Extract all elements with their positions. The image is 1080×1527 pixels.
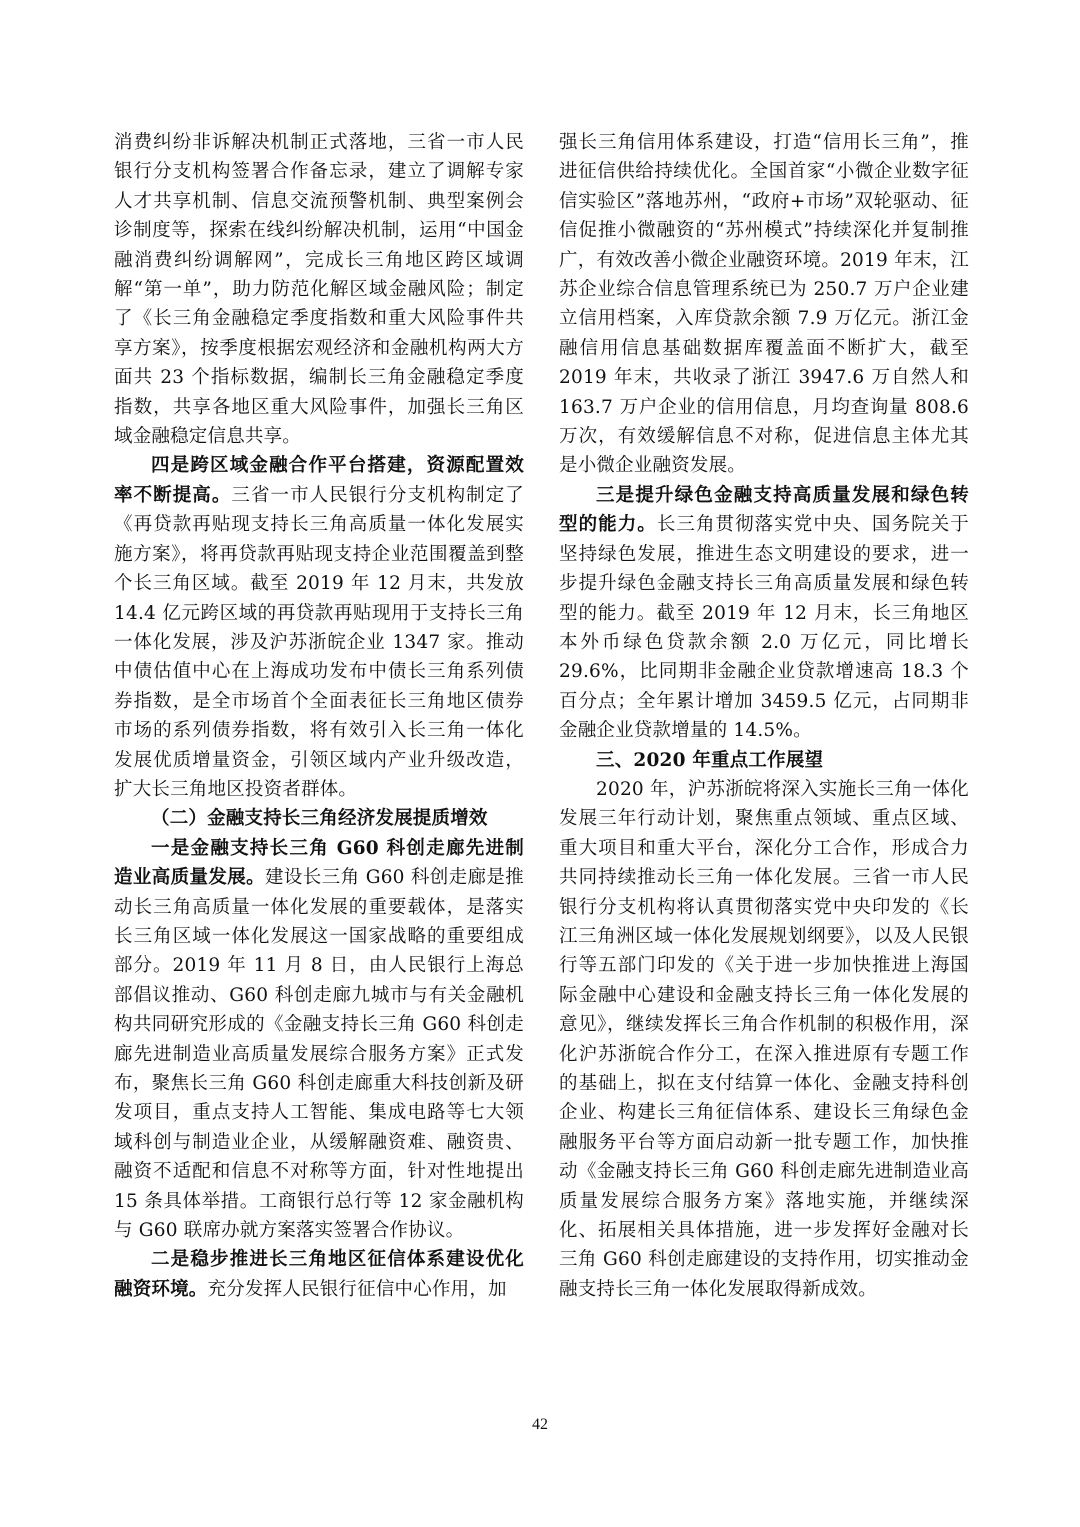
lead-g60-corridor: 一是金融支持长三角 G60 科创走廊先进制造业高质量发展。 [114, 837, 524, 889]
section-heading-2020-outlook: 三、2020 年重点工作展望 [596, 749, 824, 771]
section-heading-economic-development: （二）金融支持长三角经济发展提质增效 [151, 808, 488, 830]
paragraph-consumer-dispute: 消费纠纷非诉解决机制正式落地，三省一市人民银行分支机构签署合作备忘录，建立了调解专家人才共享机制、信息交流预警机制、典型案例会诊制度等，探索在线纠纷解决机制，运用“中国金融消费纠纷调解网”，完成长三角地区跨区域调解“第一单”，助力防范化解区域金融风险；制定了《长三角金融稳定季度指数和重大风险事件共享方案》，按季度根据宏观经济和金融机构两大方面共 23 个指标数据，编制长三角金融稳定季度指数，共享各地区重大风险事件，加强长三角区域金融稳定信息共享。 [114, 132, 524, 448]
right-column [559, 128, 969, 1304]
page-number: 42 [532, 1416, 548, 1433]
paragraph-green-finance [559, 481, 969, 746]
paragraph-cross-region-platform [114, 451, 524, 804]
lead-credit-system: 二是稳步推进长三角地区征信体系建设优化融资环境。 [114, 1249, 524, 1300]
left-column [114, 128, 524, 1304]
lead-green-finance: 三是提升绿色金融支持高质量发展和绿色转型的能力。 [559, 484, 969, 536]
paragraph-credit-continuation: 强长三角信用体系建设，打造“信用长三角”，推进征信供给持续优化。全国首家“小微企业数字征信实验区”落地苏州，“政府+市场”双轮驱动、征信促推小微融资的“苏州模式”持续深化并复制推广，有效改善小微企业融资环境。2019 年末，江苏企业综合信息管理系统已为 250.7 万户企业建立信用档案，入库贷款余额 7.9 万亿元。浙江金融信用信息基础数据库覆盖面不断扩大，截至 2019 年末，共收录了浙江 3947.6 万自然人和 163.7 万户企业的信用信息，月均查询量 808.6 万次，有效缓解信息不对称，促进信息主体尤其是小微企业融资发展。 [559, 132, 969, 477]
paragraph-credit-system [114, 1245, 524, 1304]
paragraph-2020-outlook: 2020 年，沪苏浙皖将深入实施长三角一体化发展三年行动计划，聚焦重点领域、重点区域、重大项目和重大平台，深化分工合作，形成合力共同持续推动长三角一体化发展。三省一市人民银行分支机构将认真贯彻落实党中央印发的《长江三角洲区域一体化发展规划纲要》，以及人民银行等五部门印发的《关于进一步加快推进上海国际金融中心建设和金融支持长三角一体化发展的意见》，继续发挥长三角合作机制的积极作用，深化沪苏浙皖合作分工，在深入推进原有专题工作的基础上，拟在支付结算一体化、金融支持科创企业、构建长三角征信体系、建设长三角绿色金融服务平台等方面启动新一批专题工作，加快推动《金融支持长三角 G60 科创走廊先进制造业高质量发展综合服务方案》落地实施，并继续深化、拓展相关具体措施，进一步发挥好金融对长三角 G60 科创走廊建设的支持作用，切实推动金融支持长三角一体化发展取得新成效。 [559, 778, 969, 1300]
body-g60-corridor: 建设长三角 G60 科创走廊是推动长三角高质量一体化发展的重要载体，是落实长三角区域一体化发展这一国家战略的重要组成部分。2019 年 11 月 8 日，由人民银行上海总部倡议推动、G60 科创走廊九城市与有关金融机构共同研究形成的《金融支持长三角 G60 科创走廊先进制造业高质量发展综合服务方案》正式发布，聚焦长三角 G60 科创走廊重大科技创新及研发项目，重点支持人工智能、集成电路等七大领域科创与制造业企业，从缓解融资难、融资贵、融资不适配和信息不对称等方面，针对性地提出 15 条具体举措。工商银行总行等 12 家金融机构与 G60 联席办就方案落实签署合作协议。 [114, 867, 524, 1242]
body-cross-region-platform: 三省一市人民银行分支机构制定了《再贷款再贴现支持长三角高质量一体化发展实施方案》，将再贷款再贴现支持企业范围覆盖到整个长三角区域。截至 2019 年 12 月末，共发放 14.4 亿元跨区域的再贷款再贴现用于支持长三角一体化发展，涉及沪苏浙皖企业 1347 家。推动中债估值中心在上海成功发布中债长三角系列债券指数，是全市场首个全面表征长三角地区债券市场的系列债券指数，将有效引入长三角一体化发展优质增量资金，引领区域内产业升级改造，扩大长三角地区投资者群体。 [114, 484, 524, 800]
body-credit-system: 充分发挥人民银行征信中心作用，加 [207, 1278, 507, 1300]
lead-cross-region-platform: 四是跨区域金融合作平台搭建，资源配置效率不断提高。 [114, 455, 524, 506]
body-green-finance: 长三角贯彻落实党中央、国务院关于坚持绿色发展，推进生态文明建设的要求，进一步提升绿色金融支持长三角高质量发展和绿色转型的能力。截至 2019 年 12 月末，长三角地区本外币绿色贷款余额 2.0 万亿元，同比增长 29.6%，比同期非金融企业贷款增速高 18.3 个百分点；全年累计增加 3459.5 亿元，占同期非金融企业贷款增量的 14.5%。 [559, 514, 969, 742]
paragraph-g60-corridor [114, 834, 524, 1246]
